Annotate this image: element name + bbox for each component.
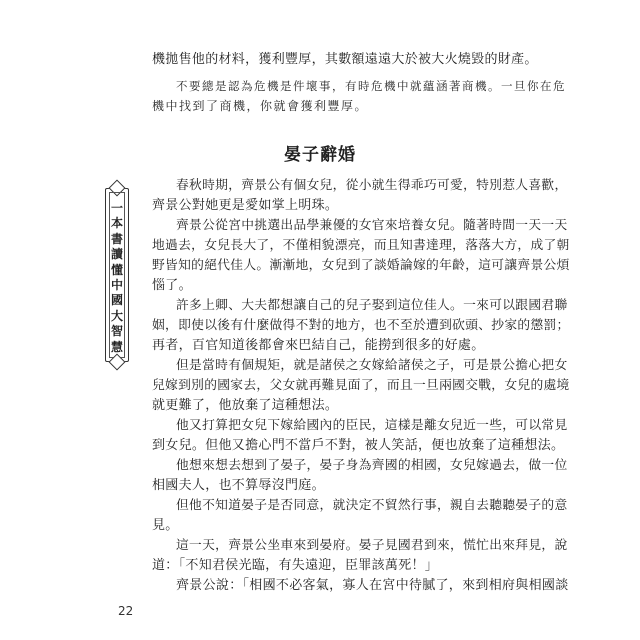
page-number: 22 [118,604,134,618]
side-title-char: 國 [110,293,123,308]
paragraph-line: 再者，百官知道後都會來巴結自己，能撈到很多的好處。 [152,338,485,353]
paragraph-line: 相國夫人，也不算辱沒門庭。 [152,478,325,493]
side-title-char: 智 [110,324,123,339]
paragraph-line: 但他不知道晏子是否同意，就決定不貿然行事，親自去聽聽晏子的意 [176,498,568,513]
section-title: 晏子辭婚 [284,145,356,165]
paragraph-line: 惱了。 [152,278,192,293]
side-title-char: 懂 [110,262,123,277]
paragraph-line: 到女兒。但他又擔心門不當戶不對，被人笑話，便也放棄了這種想法。 [152,438,565,453]
side-title-char: 中 [110,278,123,293]
paragraph-line: 許多上卿、大夫都想讓自己的兒子娶到這位佳人。一來可以跟國君聯 [176,298,568,313]
paragraph-line: 姻，即使以後有什麼做得不對的地方，也不至於遭到砍頭、抄家的懲罰； [152,318,570,333]
paragraph-line: 但是當時有個規矩，就是諸侯之女嫁給諸侯之子，可是景公擔心把女 [176,358,568,373]
paragraph-line: 齊景公從宮中挑選出品學兼優的女官來培養女兒。隨著時間一天一天 [176,218,568,233]
paragraph-line: 野皆知的絕代佳人。漸漸地，女兒到了談婚論嫁的年齡，這可讓齊景公煩 [152,258,570,273]
side-title-char: 慧 [110,339,123,354]
paragraph-line: 他又打算把女兒下嫁給國內的臣民，這樣是離女兒近一些，可以常見 [176,418,568,433]
paragraph-line: 地過去，女兒長大了，不僅相貌漂亮，而且知書達理，落落大方，成了朝 [152,238,570,253]
side-title [106,201,128,355]
paragraph-line: 齊景公說：「相國不必客氣，寡人在宮中待膩了，來到相府與相國談 [176,578,569,593]
side-title-box [105,188,129,362]
side-title-char: 本 [110,216,123,231]
top-paragraph-line-1: 機拋售他的材料，獲利豐厚，其數額遠遠大於被大火燒毀的財產。 [152,52,538,67]
paragraph-line: 就更難了，他放棄了這種想法。 [152,398,339,413]
paragraph-line: 見。 [152,518,179,533]
paragraph-line: 齊景公對她更是愛如掌上明珠。 [152,198,339,213]
paragraph-line: 這一天，齊景公坐車來到晏府。晏子見國君到來，慌忙出來拜見，說 [176,538,568,553]
paragraph-line: 兒嫁到別的國家去，父女就再難見面了，而且一旦兩國交戰，女兒的處境 [152,378,570,393]
side-title-char: 大 [110,308,123,323]
quote-line-1: 不要總是認為危機是件壞事，有時危機中就蘊涵著商機。一旦你在危 [176,79,566,93]
side-title-char: 一 [110,201,123,215]
side-title-char: 書 [110,231,123,246]
paragraph-line: 他想來想去想到了晏子，晏子身為齊國的相國，女兒嫁過去，做一位 [176,458,568,473]
paragraph-line: 道：「不知君侯光臨，有失遠迎，臣罪該萬死！」 [152,558,439,573]
paragraph-line: 春秋時期，齊景公有個女兒，從小就生得乖巧可愛，特別惹人喜歡， [176,178,568,193]
quote-line-2: 機中找到了商機，你就會獲利豐厚。 [152,99,369,113]
side-title-char: 讀 [110,247,123,262]
